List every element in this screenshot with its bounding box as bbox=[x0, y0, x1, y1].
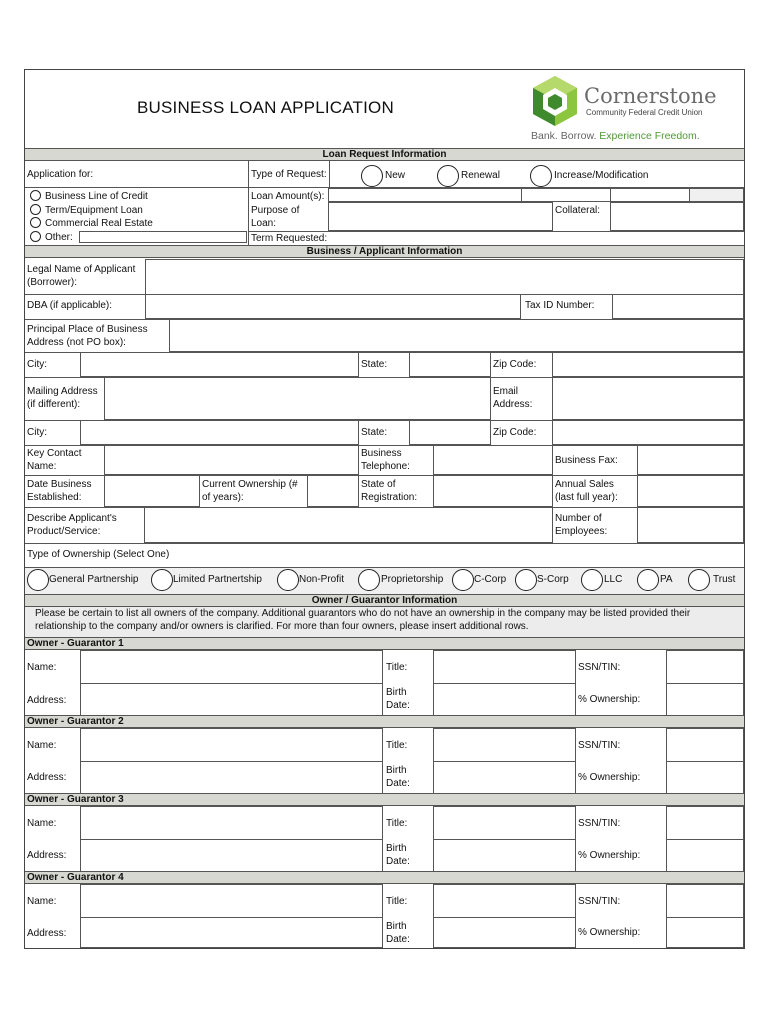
state-registration-label-1: State of bbox=[361, 479, 396, 490]
owners-note: Please be certain to list all owners of the company. Additional guarantors who do not have an ownership in the company may be listed provided their relationship to the company and/or owners is clarified. For more than four owners, please insert additional rows. bbox=[25, 607, 744, 637]
g2-title-input[interactable] bbox=[433, 728, 576, 762]
city-label: City: bbox=[27, 359, 47, 370]
zip-label: Zip Code: bbox=[493, 359, 537, 370]
cornerstone-logo-icon bbox=[530, 74, 580, 130]
g3-ownership-input[interactable] bbox=[666, 839, 744, 872]
key-contact-label-1: Key Contact bbox=[27, 448, 82, 459]
section-loan-request: Loan Request Information bbox=[25, 148, 744, 161]
own-pa-radio[interactable] bbox=[637, 569, 659, 591]
state-label: State: bbox=[361, 359, 388, 370]
ownership-years-input[interactable] bbox=[307, 475, 359, 507]
guarantor-1-header: Owner - Guarantor 1 bbox=[25, 637, 744, 650]
g2-address-label: Address: bbox=[27, 772, 67, 783]
legal-name-label-2: (Borrower): bbox=[27, 277, 78, 288]
loan-amount-input-4[interactable] bbox=[689, 188, 744, 202]
term-requested-label: Term Requested: bbox=[251, 233, 328, 244]
app-line-of-credit-radio[interactable] bbox=[30, 190, 41, 201]
biz-phone-label-1: Business bbox=[361, 448, 402, 459]
mailing-zip-input[interactable] bbox=[552, 420, 744, 445]
own-proprietorship-radio[interactable] bbox=[358, 569, 380, 591]
annual-sales-label-1: Annual Sales bbox=[555, 479, 614, 490]
ownership-years-label-2: of years): bbox=[202, 492, 244, 503]
legal-name-label-1: Legal Name of Applicant bbox=[27, 264, 136, 275]
section-owners: Owner / Guarantor Information bbox=[25, 594, 744, 607]
tagline-plain: Bank. Borrow. bbox=[531, 130, 597, 142]
request-renewal-label: Renewal bbox=[461, 170, 500, 181]
tax-id-input[interactable] bbox=[612, 294, 744, 319]
state-input[interactable] bbox=[409, 352, 491, 377]
own-non-profit-label: Non-Profit bbox=[299, 574, 345, 585]
biz-fax-input[interactable] bbox=[637, 445, 744, 475]
g3-ssn-label: SSN/TIN: bbox=[578, 818, 621, 829]
g1-birth-label-1: Birth bbox=[386, 687, 407, 698]
g4-address-label: Address: bbox=[27, 928, 67, 939]
g1-ssn-input[interactable] bbox=[666, 650, 744, 684]
g2-ownership-label: % Ownership: bbox=[578, 772, 641, 783]
g2-title-label: Title: bbox=[386, 740, 408, 751]
g2-ownership-input[interactable] bbox=[666, 761, 744, 794]
request-increase-radio[interactable] bbox=[530, 165, 552, 187]
key-contact-label-2: Name: bbox=[27, 461, 57, 472]
app-commercial-re-radio[interactable] bbox=[30, 217, 41, 228]
own-general-partnership-radio[interactable] bbox=[27, 569, 49, 591]
g4-title-input[interactable] bbox=[433, 884, 576, 918]
own-limited-partnership-label: Limited Partnertship bbox=[173, 574, 262, 585]
g4-ssn-input[interactable] bbox=[666, 884, 744, 918]
app-line-of-credit-label: Business Line of Credit bbox=[45, 191, 148, 202]
guarantor-4-header: Owner - Guarantor 4 bbox=[25, 871, 744, 884]
g4-address-input[interactable] bbox=[80, 917, 383, 948]
logo-name: Cornerstone bbox=[584, 84, 717, 108]
describe-label-2: Product/Service: bbox=[27, 526, 101, 537]
g2-ssn-input[interactable] bbox=[666, 728, 744, 762]
g1-title-label: Title: bbox=[386, 662, 408, 673]
own-trust-radio[interactable] bbox=[688, 569, 710, 591]
ownership-type-label: Type of Ownership (Select One) bbox=[27, 549, 170, 560]
g3-name-input[interactable] bbox=[80, 806, 383, 840]
key-contact-input[interactable] bbox=[104, 445, 359, 475]
g4-ownership-label: % Ownership: bbox=[578, 927, 641, 938]
employees-label-2: Employees: bbox=[555, 526, 608, 537]
g3-birth-label-2: Date: bbox=[386, 856, 410, 867]
g2-birth-input[interactable] bbox=[433, 761, 576, 794]
own-llc-label: LLC bbox=[604, 574, 623, 585]
zip-input[interactable] bbox=[552, 352, 744, 377]
email-label-2: Address: bbox=[493, 399, 533, 410]
g2-birth-label-2: Date: bbox=[386, 778, 410, 789]
g1-ownership-input[interactable] bbox=[666, 683, 744, 716]
tax-id-label: Tax ID Number: bbox=[525, 300, 595, 311]
mailing-address-label-2: (if different): bbox=[27, 399, 81, 410]
collateral-input[interactable] bbox=[610, 202, 744, 231]
request-new-label: New bbox=[385, 170, 406, 181]
g1-name-label: Name: bbox=[27, 662, 57, 673]
app-term-equipment-radio[interactable] bbox=[30, 204, 41, 215]
logo-tagline bbox=[531, 130, 700, 142]
state-registration-label-2: Registration: bbox=[361, 492, 418, 503]
loan-amounts-label: Loan Amount(s): bbox=[251, 191, 325, 202]
own-llc-radio[interactable] bbox=[581, 569, 603, 591]
logo-subtitle: Community Federal Credit Union bbox=[586, 108, 703, 117]
principal-address-label-2: Address (not PO box): bbox=[27, 337, 126, 348]
g3-birth-label-1: Birth bbox=[386, 843, 407, 854]
dba-label: DBA (if applicable): bbox=[27, 300, 113, 311]
g3-address-label: Address: bbox=[27, 850, 67, 861]
principal-address-label-1: Principal Place of Business bbox=[27, 324, 148, 335]
g3-ssn-input[interactable] bbox=[666, 806, 744, 840]
dba-input[interactable] bbox=[145, 294, 521, 319]
g4-ssn-label: SSN/TIN: bbox=[578, 896, 621, 907]
describe-input[interactable] bbox=[144, 507, 553, 543]
g2-name-input[interactable] bbox=[80, 728, 383, 762]
g1-birth-input[interactable] bbox=[433, 683, 576, 716]
own-general-partnership-label: General Partnership bbox=[49, 574, 139, 585]
own-s-corp-radio[interactable] bbox=[515, 569, 537, 591]
mailing-state-input[interactable] bbox=[409, 420, 491, 445]
g3-title-label: Title: bbox=[386, 818, 408, 829]
ownership-years-label-1: Current Ownership (# bbox=[202, 479, 298, 490]
g2-name-label: Name: bbox=[27, 740, 57, 751]
loan-amount-input-1[interactable] bbox=[328, 188, 522, 202]
g4-name-label: Name: bbox=[27, 896, 57, 907]
date-established-input[interactable] bbox=[104, 475, 200, 507]
purpose-label-2: Loan: bbox=[251, 218, 277, 229]
section-applicant: Business / Applicant Information bbox=[25, 245, 744, 258]
request-new-radio[interactable] bbox=[361, 165, 383, 187]
own-s-corp-label: S-Corp bbox=[537, 574, 569, 585]
mailing-address-input[interactable] bbox=[104, 377, 491, 420]
g4-birth-label-1: Birth bbox=[386, 921, 407, 932]
date-established-label-1: Date Business bbox=[27, 479, 92, 490]
type-of-request-label: Type of Request: bbox=[251, 169, 327, 180]
g4-name-input[interactable] bbox=[80, 884, 383, 918]
request-increase-label: Increase/Modification bbox=[554, 170, 649, 181]
g1-ownership-label: % Ownership: bbox=[578, 694, 641, 705]
g3-name-label: Name: bbox=[27, 818, 57, 829]
app-other-label: Other: bbox=[45, 232, 73, 243]
purpose-input[interactable] bbox=[328, 202, 553, 231]
email-input[interactable] bbox=[552, 377, 744, 420]
g4-title-label: Title: bbox=[386, 896, 408, 907]
g4-birth-input[interactable] bbox=[433, 917, 576, 948]
city-input[interactable] bbox=[80, 352, 359, 377]
g3-address-input[interactable] bbox=[80, 839, 383, 872]
app-other-input[interactable] bbox=[79, 231, 247, 243]
g3-ownership-label: % Ownership: bbox=[578, 850, 641, 861]
g1-name-input[interactable] bbox=[80, 650, 383, 684]
own-pa-label: PA bbox=[660, 574, 673, 585]
g2-address-input[interactable] bbox=[80, 761, 383, 794]
own-c-corp-label: C-Corp bbox=[474, 574, 507, 585]
mailing-address-label-1: Mailing Address bbox=[27, 386, 98, 397]
annual-sales-label-2: (last full year): bbox=[555, 492, 618, 503]
collateral-label: Collateral: bbox=[555, 205, 601, 216]
mailing-zip-label: Zip Code: bbox=[493, 427, 537, 438]
email-label-1: Email bbox=[493, 386, 519, 397]
employees-label-1: Number of bbox=[555, 513, 602, 524]
application-for-label: Application for: bbox=[27, 169, 94, 180]
page-title: BUSINESS LOAN APPLICATION bbox=[137, 98, 394, 117]
loan-amount-input-3[interactable] bbox=[610, 188, 690, 202]
g3-birth-input[interactable] bbox=[433, 839, 576, 872]
g1-title-input[interactable] bbox=[433, 650, 576, 684]
employees-input[interactable] bbox=[637, 507, 744, 543]
describe-label-1: Describe Applicant's bbox=[27, 513, 117, 524]
g2-ssn-label: SSN/TIN: bbox=[578, 740, 621, 751]
biz-phone-label-2: Telephone: bbox=[361, 461, 410, 472]
mailing-city-label: City: bbox=[27, 427, 47, 438]
loan-amount-input-2[interactable] bbox=[521, 188, 611, 202]
biz-fax-label: Business Fax: bbox=[555, 455, 618, 466]
own-proprietorship-label: Proprietorship bbox=[381, 574, 444, 585]
own-trust-label: Trust bbox=[713, 574, 736, 585]
g2-birth-label-1: Birth bbox=[386, 765, 407, 776]
g1-birth-label-2: Date: bbox=[386, 700, 410, 711]
annual-sales-input[interactable] bbox=[637, 475, 744, 507]
g3-title-input[interactable] bbox=[433, 806, 576, 840]
mailing-state-label: State: bbox=[361, 427, 388, 438]
loan-application-form bbox=[24, 69, 745, 949]
principal-address-input[interactable] bbox=[169, 319, 744, 352]
app-commercial-re-label: Commercial Real Estate bbox=[45, 218, 153, 229]
biz-phone-input[interactable] bbox=[433, 445, 553, 475]
g1-ssn-label: SSN/TIN: bbox=[578, 662, 621, 673]
state-registration-input[interactable] bbox=[433, 475, 553, 507]
purpose-label-1: Purpose of bbox=[251, 205, 300, 216]
mailing-city-input[interactable] bbox=[80, 420, 359, 445]
g4-birth-label-2: Date: bbox=[386, 934, 410, 945]
legal-name-input[interactable] bbox=[145, 259, 744, 295]
g1-address-label: Address: bbox=[27, 695, 67, 706]
own-c-corp-radio[interactable] bbox=[452, 569, 474, 591]
app-term-equipment-label: Term/Equipment Loan bbox=[45, 205, 143, 216]
request-renewal-radio[interactable] bbox=[437, 165, 459, 187]
app-other-radio[interactable] bbox=[30, 231, 41, 242]
guarantor-2-header: Owner - Guarantor 2 bbox=[25, 715, 744, 728]
g4-ownership-input[interactable] bbox=[666, 917, 744, 948]
own-non-profit-radio[interactable] bbox=[277, 569, 299, 591]
guarantor-3-header: Owner - Guarantor 3 bbox=[25, 793, 744, 806]
g1-address-input[interactable] bbox=[80, 683, 383, 716]
tagline-accent: Experience Freedom. bbox=[599, 130, 700, 142]
own-limited-partnership-radio[interactable] bbox=[151, 569, 173, 591]
date-established-label-2: Established: bbox=[27, 492, 82, 503]
